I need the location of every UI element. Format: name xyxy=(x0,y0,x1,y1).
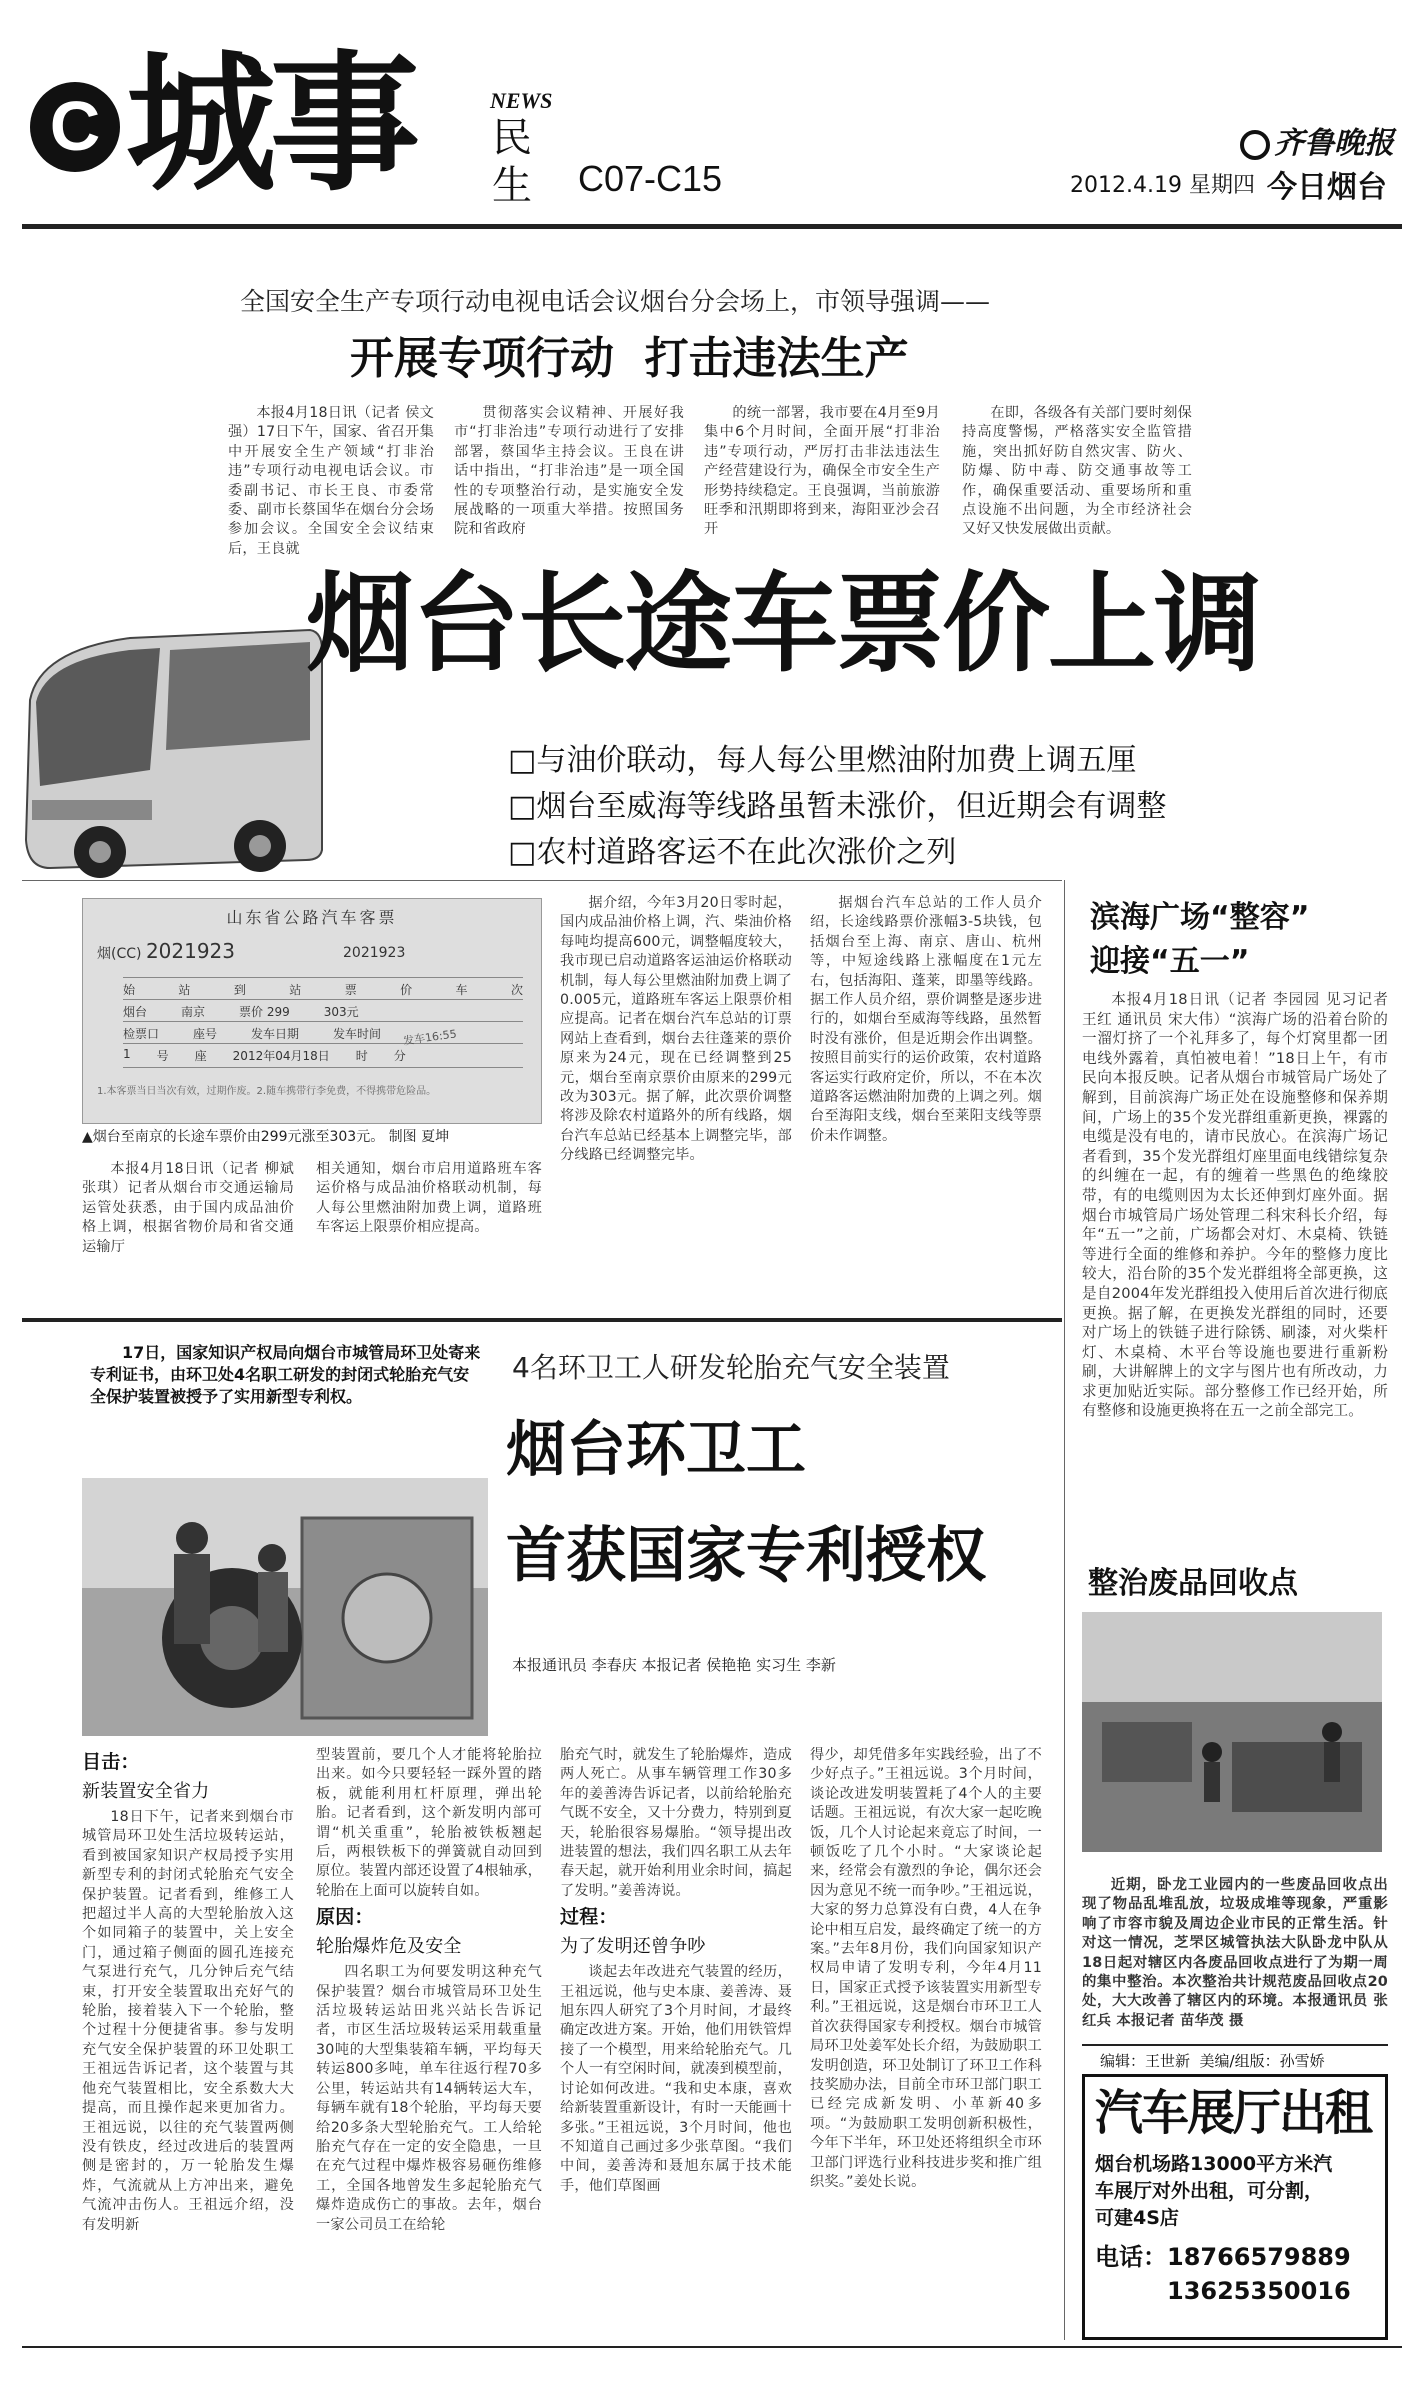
ticket-row-2: 烟台 南京 票价 299 303元 xyxy=(123,999,523,1020)
a5-col-2: 型装置前，要几个人才能将轮胎拉出来。如今只要轻轻一踩外置的踏板，就能利用杠杆原理，弹出轮胎。记者看到，这个新发明内部可谓“机关重重”，轮胎被铁板翘起后，两根铁板下的弹簧就自动回到原位。装置内部还设置了4根轴承，轮胎在上面可以旋转自如。 原因： 轮胎爆炸危及安全 四名职工为何要发明这种充气保护装置？烟台市城管局环卫处生活垃圾转运站田兆兴站长告诉记者，市区生活垃圾转运采用载重量30吨的大型集装箱车辆，平均每天转运800多吨，单车往返行程70多公里，转运站共有14辆转运大车，每辆车就有18个轮胎，平均每天要给20多条大型轮胎充气。工人给轮胎充气存在一定的安全隐患，一旦在充气过程中爆炸极容易砸伤维修工，全国各地曾发生多起轮胎充气爆炸造成伤亡的事故。去年，烟台一家公司员工在给轮 xyxy=(316,1747,542,2233)
a2-col-left-1: 本报4月18日讯（记者 柳斌 张琪）记者从烟台市交通运输局运管处获悉，由于国内成品油价格上调，根据省物价局和省交通运输厅 xyxy=(82,1161,294,1255)
page-range: C07-C15 xyxy=(578,158,723,199)
issue-date: 2012.4.19 星期四 xyxy=(1070,173,1255,198)
right-column-divider xyxy=(1064,880,1065,2340)
a2-title: 烟台长途车票价上调 xyxy=(306,562,1261,687)
a5-lead: 17日，国家知识产权局向烟台市城管局环卫处寄来专利证书，由环卫处4名职工研发的封闭式轮胎充气安全保护装置被授予了实用新型专利权。 xyxy=(90,1343,481,1406)
a3-body: 本报4月18日讯（记者 李园园 见习记者 王红 通讯员 宋大伟）“滨海广场的沿着台阶的一溜灯挤了一个礼拜多了，每个灯窝里都一团电线外露着，真怕被电着！”18日上午，有市民向本报反映。记者从烟台市城管局广场处了解到，目前滨海广场正处在设施整修和保养期间，广场上的35个发光群组重新更换，裸露的电缆是没有电的，请市民放心。在滨海广场记者看到，35个发光群组灯座里面电线错综复杂的纠缠在一起，有的缠着一些黑色的绝缘胶带，有的电缆则因为太长还伸到灯座外面。据烟台市城管局广场处管理二科宋科长介绍，每年“五一”之前，广场都会对灯、木桌椅、铁链等进行全面的维修和养护。今年的整修力度比较大，沿台阶的35个发光群组将全部更换，这是自2004年发光群组投入使用后首次进行彻底更换。据了解，在更换发光群组的同时，还要对广场上的铁链子进行除锈、刷漆，对火柴杆灯、木桌椅、木平台等设施也要进行重新粉刷，大讲解牌上的文字与图片也有所改动，力求更加贴近实际。部分整修工作已经开始，所有整修和设施更换将在五一之前全部完工。 xyxy=(1082,991,1388,1420)
a1-col-1: 本报4月18日讯（记者 侯文强）17日下午，国家、省召开集中开展安全生产领域“打非治违”专项行动电视电话会议。市委副书记、市长王良、市委常委、副市长蔡国华在烟台分会场参加会议。全国安全会议结束后，王良就 xyxy=(228,405,434,557)
ticket-row-3: 检票口 座号 发车日期 发车时间 xyxy=(123,1021,523,1042)
recycling-photo xyxy=(1082,1612,1382,1852)
news-label-en: NEWS xyxy=(490,88,553,113)
a4-title: 整治废品回收点 xyxy=(1088,1566,1298,1601)
a5-byline: 本报通讯员 李春庆 本报记者 侯艳艳 实习生 李新 xyxy=(512,1656,836,1674)
a2-col-mid: 据介绍，今年3月20日零时起，国内成品油价格上调，汽、柴油价格每吨均提高600元，调整幅度较大，我市现已启动道路客运油运价格联动机制，每人每公里燃油附加费上调了0.005元，道路班车客运上限票价相应提高。记者在烟台汽车总站的订票网站上查看到，烟台去往蓬莱的票价原来为24元，现在已经调整到25元，烟台至南京票价由原来的299元改为303元。据了解，此次票价调整将涉及除农村道路外的所有线路，烟台汽车总站已经基本上调整完毕，部分线路已经调整完毕。 xyxy=(560,895,792,1164)
a2-subheads xyxy=(508,738,1166,876)
edition-name: 今日烟台 xyxy=(1267,170,1387,205)
a3-title: 滨海广场“整容” 迎接“五一” xyxy=(1090,900,1310,979)
ticket-photo xyxy=(82,898,542,1124)
a1-col-2: 贯彻落实会议精神、开展好我市“打非治违”专项行动进行了安排部署，蔡国华主持会议。王良在讲话中指出，“打非治违”是一项全国性的专项整治行动，是实施安全发展战略的一项重大举措。按照国务院和省政府 xyxy=(454,405,684,538)
a2-col-right: 据烟台汽车总站的工作人员介绍，长途线路票价涨幅3-5块钱，包括烟台至上海、南京、唐山、杭州等，中短途线路上涨幅度在1元左右，包括海阳、蓬莱，即墨等线路。据工作人员介绍，票价调整是逐步进行的，如烟台至威海等线路，虽然暂时没有涨价，但是近期会作出调整。按照目前实行的运价政策，农村道路客运实行政府定价，所以，不在本次道路客运燃油附加费的上调之列。烟台至海阳支线，烟台至莱阳支线等票价未作调整。 xyxy=(810,895,1042,1144)
phone-number-1[interactable]: 18766579889 xyxy=(1167,2243,1351,2271)
ad-box xyxy=(1082,2074,1388,2340)
page-bottom-rule xyxy=(22,2346,1402,2348)
a5-top-rule xyxy=(22,1318,1062,1322)
a1-col-4: 在即，各级各有关部门要时刻保持高度警惕，严格落实安全监管措施，突出抓好防自然灾害、防火、防爆、防中毒、防交通事故等工作，确保重要活动、重要场所和重点设施不出问题，为全市经济社会又好又快发展做出贡献。 xyxy=(962,405,1192,538)
a5-kicker: 4名环卫工人研发轮胎充气安全装置 xyxy=(512,1351,950,1384)
section-title: 城事 xyxy=(126,38,415,212)
ad-text: 烟台机场路13000平方米汽 车展厅对外出租，可分割， 可建4S店 xyxy=(1095,2153,1333,2229)
ticket-serial-2: 2021923 xyxy=(343,945,406,961)
a2-col-left-2: 相关通知，烟台市启用道路班车客运价格与成品油价格联动机制，每人每公里燃油附加费上调，道路班车客运上限票价相应提高。 xyxy=(316,1161,542,1236)
ticket-serial: 烟(CC) 2021923 xyxy=(97,939,236,963)
a4-caption: 近期，卧龙工业园内的一些废品回收点出现了物品乱堆乱放，垃圾成堆等现象，严重影响了市容市貌及周边企业市民的正常生活。针对这一情况，芝罘区城管执法大队卧龙中队从18日起对辖区内各废品回收点进行了为期一周的集中整治。本次整治共计规范废品回收点20处，大大改善了辖区内的环境。本报通讯员 张红兵 本报记者 苗华茂 摄 xyxy=(1082,1877,1388,2029)
a2-subhead: □农村道路客运不在此次涨价之列 xyxy=(508,835,957,870)
a5-col-3: 胎充气时，就发生了轮胎爆炸，造成两人死亡。从事车辆管理工作30多年的姜善涛告诉记者，以前给轮胎充气既不安全，又十分费力，特别到夏天，轮胎很容易爆胎。“领导提出改进装置的想法，我们四名职工从去年春天起，就开始利用业余时间，搞起了发明。”姜善涛说。 过程： 为了发明还曾争吵 谈起去年改进充气装置的经历，王祖远说，他与史本康、姜善涛、聂旭东四人研究了3个月时间，才最终确定改进方案。开始，他们用铁管焊接了一个模型，用来给轮胎充气。几个人一有空闲时间，就凑到模型前，讨论如何改进。“我和史本康，喜欢给新装置重新设计，有时一天能画十多张。”王祖远说，3个月时间，他也不知道自己画过多少张草图。“我们中间，姜善涛和聂旭东属于技术能手，他们草图画 xyxy=(560,1747,792,2194)
credits-rule xyxy=(1082,2044,1388,2046)
a1-col-3: 的统一部署，我市要在4月至9月集中6个月时间，全面开展“打非治违”专项行动，严厉打击非法违法生产经营建设行为，确保全市安全生产形势持续稳定。王良强调，当前旅游旺季和汛期即将到来，海阳亚沙会召开 xyxy=(704,405,940,538)
a1-kicker: 全国安全生产专项行动电视电话会议烟台分会场上，市领导强调—— xyxy=(240,287,991,316)
a5-col-1: 目击： 新装置安全省力 18日下午，记者来到烟台市城管局环卫处生活垃圾转运站，看到被国家知识产权局授予实用新型专利的封闭式轮胎充气安全保护装置。记者看到，维修工人把超过半人高的大型轮胎放入这个如同箱子的装置中，关上安全门，通过箱子侧面的圆孔连接充气泵进行充气，几分钟后充气结束，打开安全装置取出充好气的轮胎，接着装入下一个轮胎，整个过程十分便捷省事。参与发明充气安全保护装置的环卫处职工王祖远告诉记者，这个装置与其他充气装置相比，安全系数大大提高，而且操作起来更加省力。王祖远说，以往的充气装置两侧没有铁皮，经过改进后的装置两侧是密封的，万一轮胎发生爆炸，气流就从上方冲出来，避免气流冲击伤人。王祖远介绍，没有发明新 xyxy=(82,1751,294,2233)
paper-logo: 齐鲁晚报 xyxy=(1240,118,1394,162)
section-c-badge: C xyxy=(30,82,120,172)
ticket-header: 山东省公路汽车客票 xyxy=(226,908,398,927)
masthead xyxy=(22,20,1402,225)
a2-subhead: □烟台至威海等线路虽暂未涨价，但近期会有调整 xyxy=(508,789,1167,824)
ticket-row-1: 始 站 到 站 票 价 车 次 xyxy=(123,977,523,998)
ticket-stamp: 发车16:55 xyxy=(402,1027,458,1048)
bus-illustration xyxy=(10,590,325,890)
a5-col-4: 得少，却凭借多年实践经验，出了不少好点子。”王祖远说。3个月时间，谈论改进发明装置耗了4个人的主要话题。王祖远说，有次大家一起吃晚饭，几个人讨论起来竟忘了时间，一顿饭吃了几个小时。“大家谈论起来，经常会有激烈的争论，偶尔还会因为意见不统一而争吵。”王祖远说，大家的努力总算没有白费，4人在争论中相互启发，最终确定了统一的方案。”去年8月份，我们向国家知识产权局申请了发明专利，今年4月11日，国家正式授予该装置实用新型专利。”王祖远说，这是烟台市环卫工人首次获得国家专利授权。烟台市城管局环卫处姜军处长介绍，为鼓励职工发明创造，环卫处制订了环卫工作科技奖励办法，目前全市环卫部门职工已经完成新发明、小革新40多项。“为鼓励职工发明创新积极性，今年下半年，环卫处还将组织全市环卫部门评选行业科技进步奖和推广组织奖。”姜处长说。 xyxy=(810,1747,1042,2190)
a2-divider xyxy=(22,880,1062,881)
ticket-note: 1.本客票当日当次有效，过期作废。2.随车携带行李免费，不得携带危险品。 xyxy=(97,1086,437,1097)
logo-mark-icon xyxy=(1240,130,1270,160)
news-label-cn: 民生 xyxy=(492,115,532,209)
a5-title-2: 首获国家专利授权 xyxy=(506,1521,986,1591)
a1-title: 开展专项行动 打击违法生产 xyxy=(350,333,909,384)
a5-title-1: 烟台环卫工 xyxy=(506,1415,806,1485)
ticket-caption: ▲烟台至南京的长途车票价由299元涨至303元。 制图 夏坤 xyxy=(82,1129,450,1145)
ticket-row-4: 1 号 座 2012年04月18日 时 分 xyxy=(123,1043,523,1068)
ad-phone: 电话：18766579889 13625350016 xyxy=(1095,2240,1375,2308)
a2-subhead: □与油价联动，每人每公里燃油附加费上调五厘 xyxy=(508,743,1137,778)
page-credits: 编辑：王世新 美编/组版：孙雪娇 xyxy=(1100,2052,1325,2070)
tire-device-photo xyxy=(82,1478,488,1736)
phone-number-2[interactable]: 13625350016 xyxy=(1167,2277,1351,2305)
masthead-rule xyxy=(22,224,1402,229)
ad-title: 汽车展厅出租 xyxy=(1095,2085,1372,2141)
